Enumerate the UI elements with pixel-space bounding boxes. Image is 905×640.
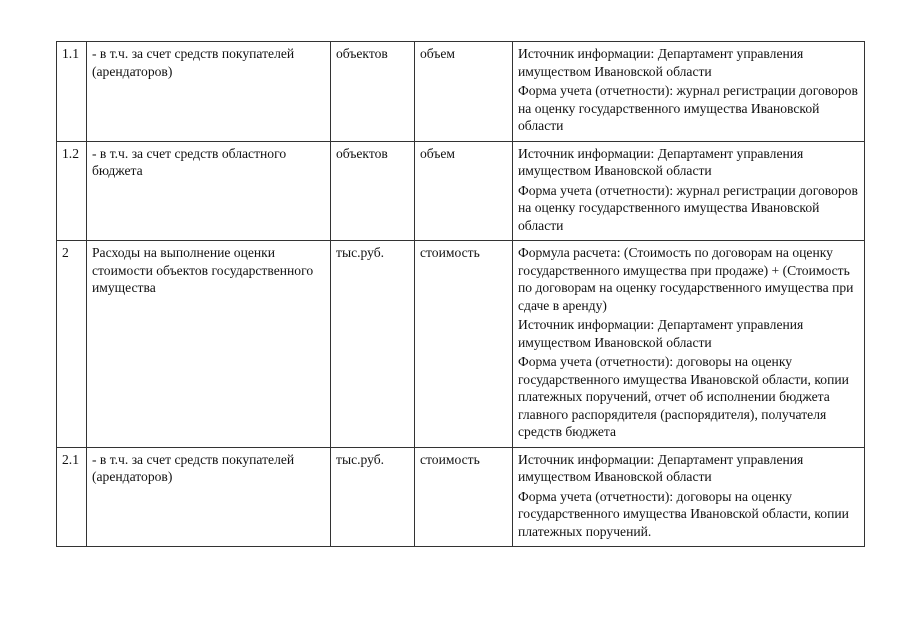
unit-of-measure: тыс.руб. xyxy=(331,241,415,448)
table-row xyxy=(57,141,865,241)
description-paragraph: Форма учета (отчетности): журнал регистрации договоров на оценку государственного имущества Ивановской области xyxy=(518,182,858,233)
description-paragraph: Источник информации: Департамент управления имуществом Ивановской области xyxy=(518,451,804,484)
description-paragraph: Форма учета (отчетности): договоры на оценку государственного имущества Ивановской области, копии платежных поручений. xyxy=(518,488,849,539)
table-row xyxy=(57,447,865,547)
unit-of-measure: объектов xyxy=(331,42,415,142)
description-paragraph: Источник информации: Департамент управления имуществом Ивановской области xyxy=(518,46,804,79)
description-paragraph: Источник информации: Департамент управления имуществом Ивановской области xyxy=(518,145,804,178)
description-paragraph: Форма учета (отчетности): журнал регистрации договоров на оценку государственного имущества Ивановской области xyxy=(518,83,858,133)
indicator-type: стоимость xyxy=(415,241,513,448)
indicator-name: - в т.ч. за счет средств покупателей (арендаторов) xyxy=(87,42,331,142)
document-page xyxy=(56,41,864,547)
indicator-type: объем xyxy=(415,141,513,241)
indicators-table xyxy=(56,41,865,547)
row-number: 2.1 xyxy=(57,447,87,547)
indicator-description xyxy=(513,447,865,547)
table-row xyxy=(57,42,865,142)
unit-of-measure: объектов xyxy=(331,141,415,241)
table-row xyxy=(57,241,865,448)
indicator-description xyxy=(513,141,865,241)
row-number: 2 xyxy=(57,241,87,448)
indicator-name: - в т.ч. за счет средств покупателей (арендаторов) xyxy=(87,447,331,547)
indicator-type: объем xyxy=(415,42,513,142)
description-paragraph: Формула расчета: (Стоимость по договорам на оценку государственного имущества при продаже) + (Стоимость по договорам на оценку государственного имущества при сдаче в аренду) xyxy=(518,245,854,313)
description-paragraph: Источник информации: Департамент управления имуществом Ивановской области xyxy=(518,317,804,350)
row-number: 1.2 xyxy=(57,141,87,241)
indicator-name: - в т.ч. за счет средств областного бюджета xyxy=(87,141,331,241)
unit-of-measure: тыс.руб. xyxy=(331,447,415,547)
indicator-description xyxy=(513,241,865,448)
indicator-type: стоимость xyxy=(415,447,513,547)
indicator-description xyxy=(513,42,865,142)
description-paragraph: Форма учета (отчетности): договоры на оценку государственного имущества Ивановской области, копии платежных поручений, отчет об исполнении бюджета главного распорядителя (распорядителя), получателя средств бюджета xyxy=(518,354,849,439)
indicator-name: Расходы на выполнение оценки стоимости объектов государственного имущества xyxy=(87,241,331,448)
row-number: 1.1 xyxy=(57,42,87,142)
